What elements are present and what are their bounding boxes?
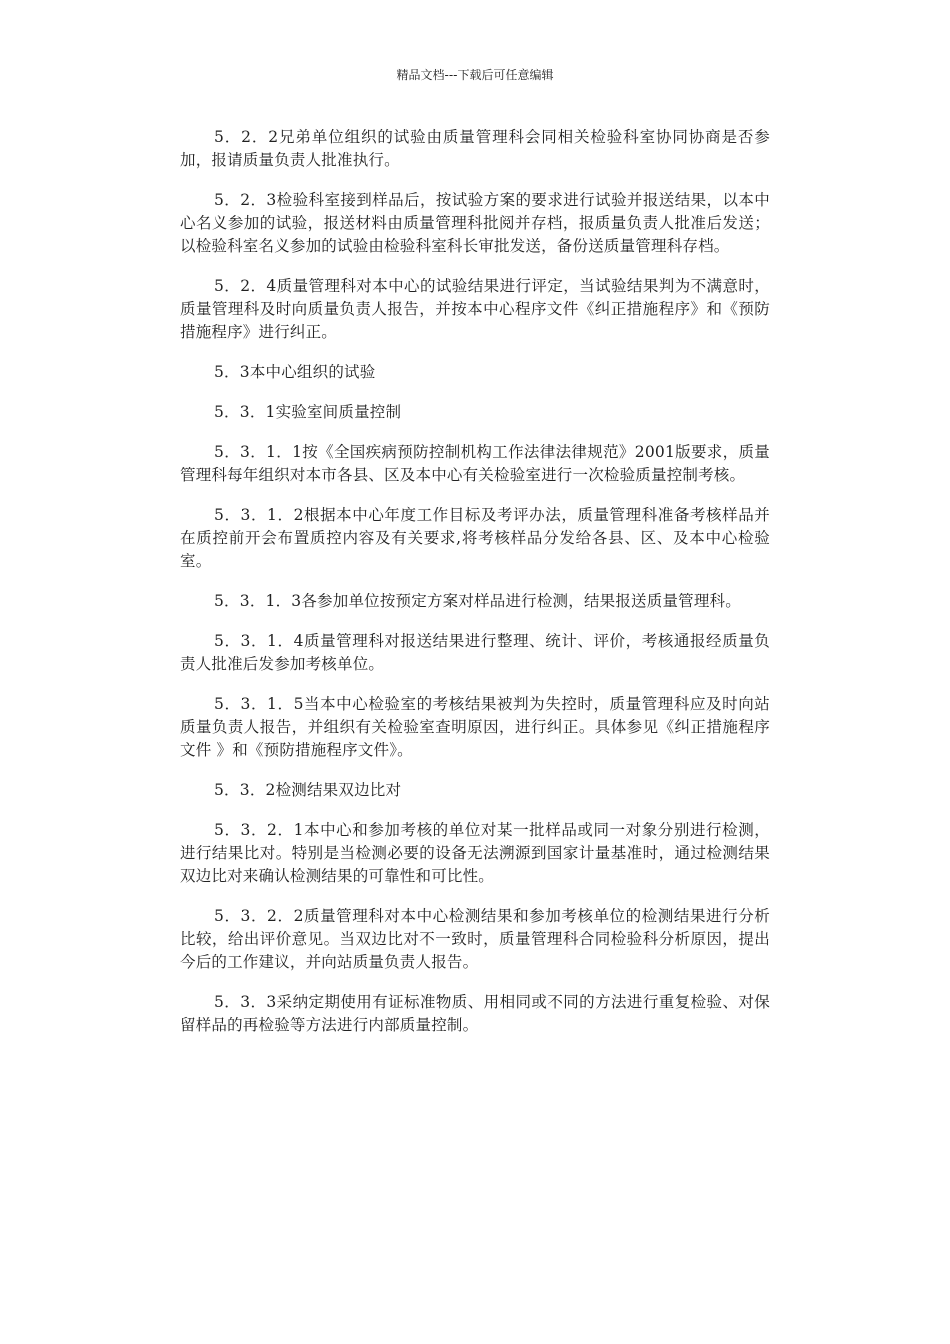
document-body: [180, 126, 770, 1054]
paragraph-5-2-4: 5．2．4质量管理科对本中心的试验结果进行评定，当试验结果判为不满意时，质量管理科及时向质量负责人报告，并按本中心程序文件《纠正措施程序》和《预防措施程序》进行纠正。: [180, 277, 770, 341]
heading-5-3-2: 5．3．2检测结果双边比对: [214, 781, 402, 799]
heading-5-3-1: 5．3．1实验室间质量控制: [214, 403, 402, 421]
paragraph-5-2-3: 5．2．3检验科室接到样品后，按试验方案的要求进行试验并报送结果，以本中心名义参加的试验，报送材料由质量管理科批阅并存档，报质量负责人批准后发送；以检验科室名义参加的试验由检验科室科长审批发送，备份送质量管理科存档。: [180, 191, 770, 255]
paragraph-5-3-3: 5．3．3采纳定期使用有证标准物质、用相同或不同的方法进行重复检验、对保留样品的再检验等方法进行内部质量控制。: [180, 993, 770, 1034]
paragraph-5-3-1-4: 5．3．1．4质量管理科对报送结果进行整理、统计、评价，考核通报经质量负责人批准后发参加考核单位。: [180, 632, 770, 673]
paragraph-5-3-2-1: 5．3．2．1本中心和参加考核的单位对某一批样品或同一对象分别进行检测，进行结果比对。特别是当检测必要的设备无法溯源到国家计量基准时，通过检测结果双边比对来确认检测结果的可靠性和可比性。: [180, 821, 770, 885]
paragraph-5-3-1-5: 5．3．1．5当本中心检验室的考核结果被判为失控时，质量管理科应及时向站质量负责人报告，并组织有关检验室查明原因，进行纠正。具体参见《纠正措施程序文件 》和《预防措施程序文件》。: [180, 695, 770, 759]
paragraph-5-3-1-1: 5．3．1．1按《全国疾病预防控制机构工作法律法律规范》2001版要求，质量管理科每年组织对本市各县、区及本中心有关检验室进行一次检验质量控制考核。: [180, 443, 770, 484]
heading-5-3: 5．3本中心组织的试验: [214, 363, 376, 381]
paragraph-5-3-1-2: 5．3．1．2根据本中心年度工作目标及考评办法，质量管理科准备考核样品并在质控前开会布置质控内容及有关要求,将考核样品分发给各县、区、及本中心检验室。: [180, 506, 770, 570]
page-header: 精品文档---下载后可任意编辑: [396, 68, 554, 82]
paragraph-5-2-2: 5．2．2兄弟单位组织的试验由质量管理科会同相关检验科室协同协商是否参加，报请质量负责人批准执行。: [180, 128, 770, 169]
paragraph-5-3-1-3: 5．3．1．3各参加单位按预定方案对样品进行检测，结果报送质量管理科。: [214, 592, 741, 610]
paragraph-5-3-2-2: 5．3．2．2质量管理科对本中心检测结果和参加考核单位的检测结果进行分析比较，给出评价意见。当双边比对不一致时，质量管理科合同检验科分析原因，提出今后的工作建议，并向站质量负责人报告。: [180, 907, 770, 971]
